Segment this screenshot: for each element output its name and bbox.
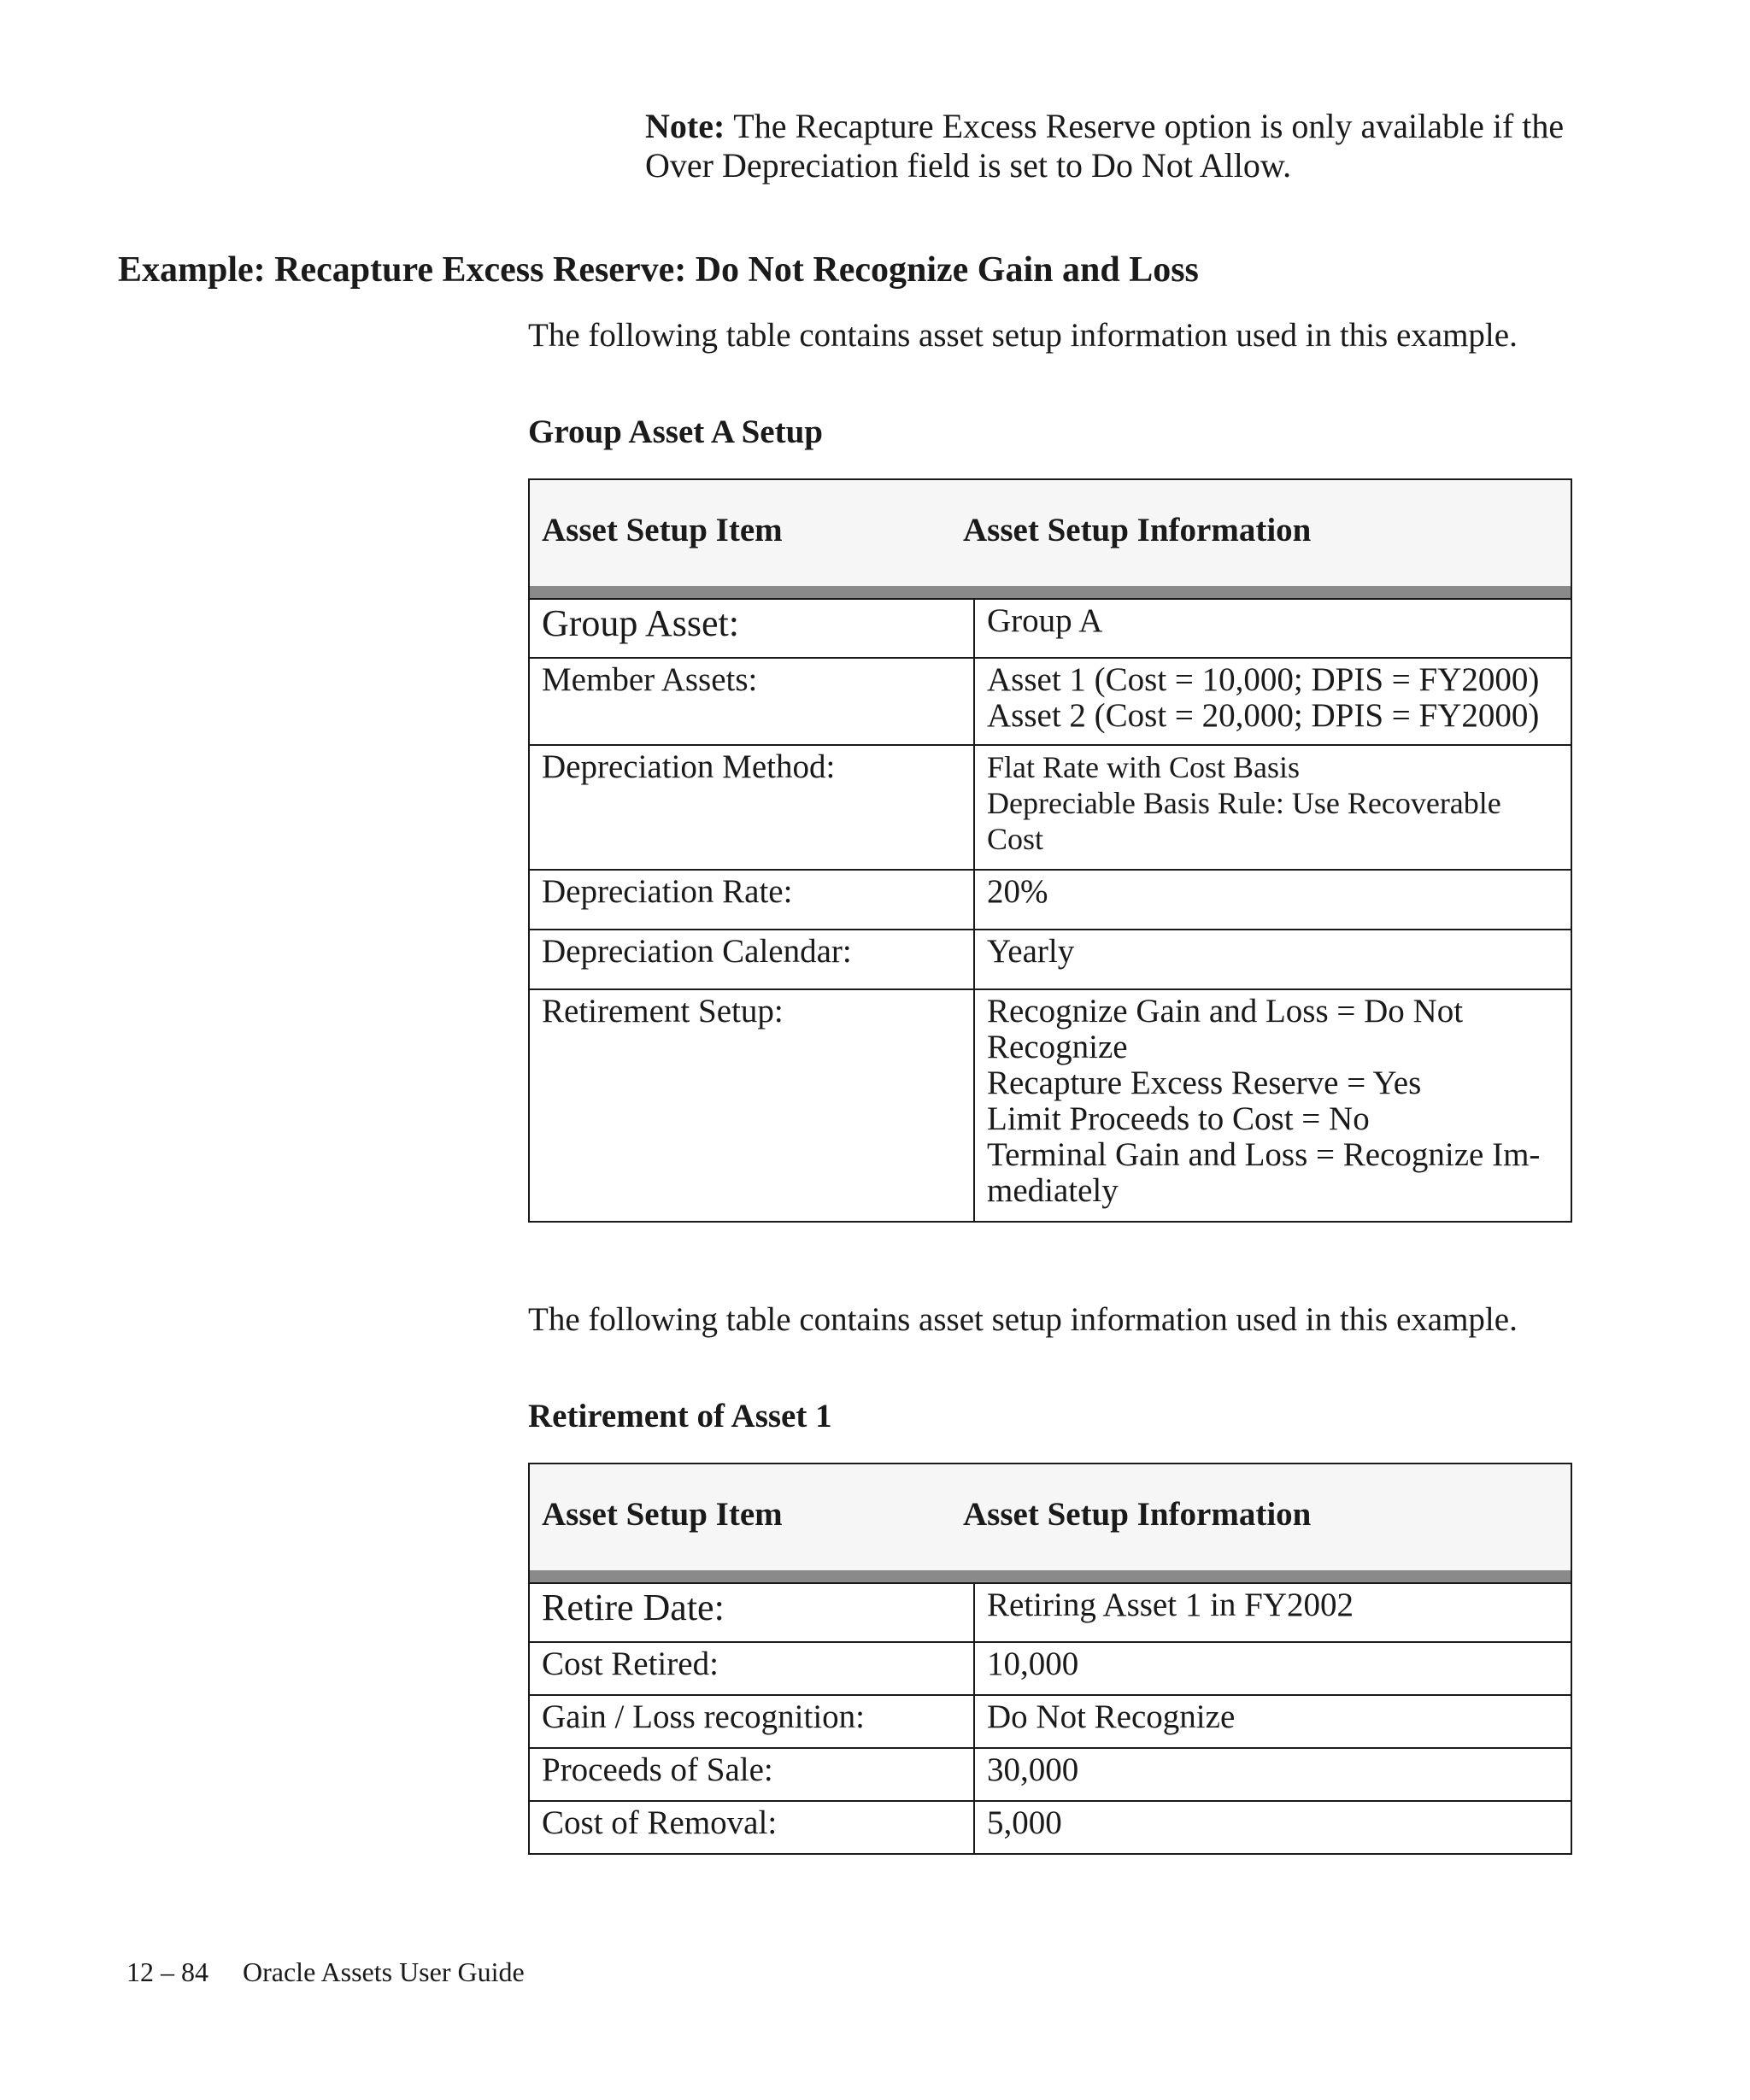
column-header-item: Asset Setup Item: [542, 512, 783, 548]
row-item: Depreciation Method:: [529, 745, 974, 870]
table-row: [529, 1801, 1571, 1854]
table-row: [529, 930, 1571, 989]
row-item: Cost Retired:: [529, 1642, 974, 1695]
row-info: Do Not Recognize: [974, 1695, 1571, 1748]
table-body: [528, 598, 1572, 1223]
intro-paragraph-2: The following table contains asset setup information used in this example.: [528, 1301, 1518, 1338]
column-header-info: Asset Setup Information: [963, 1496, 1312, 1533]
table-body: [528, 1582, 1572, 1855]
row-item: Gain / Loss recognition:: [529, 1695, 974, 1748]
row-info-line: Cost: [987, 822, 1044, 856]
table-row: [529, 599, 1571, 658]
table-caption-1: Group Asset A Setup: [528, 414, 823, 450]
group-asset-setup-table: [528, 478, 1572, 1223]
row-info: 30,000: [974, 1748, 1571, 1801]
retirement-table: [528, 1463, 1572, 1855]
row-info: [974, 599, 1571, 658]
row-info: [974, 930, 1571, 989]
row-info-line: Terminal Gain and Loss = Recognize Im-: [987, 1136, 1541, 1173]
row-info-line: 20%: [987, 873, 1048, 910]
row-info-line: Depreciable Basis Rule: Use Recoverable: [987, 786, 1501, 820]
row-info: 10,000: [974, 1642, 1571, 1695]
row-item: Depreciation Calendar:: [529, 930, 974, 989]
page-footer: [126, 1955, 525, 1989]
row-info-line: Flat Rate with Cost Basis: [987, 750, 1301, 784]
header-rule: [528, 586, 1572, 598]
table-row: [529, 870, 1571, 930]
table-row: [529, 989, 1571, 1222]
table-row: [529, 1695, 1571, 1748]
row-info-line: Asset 1 (Cost = 10,000; DPIS = FY2000): [987, 661, 1540, 698]
row-info-line: Recognize: [987, 1029, 1128, 1065]
table-header: [528, 1463, 1572, 1570]
row-info-line: Group A: [987, 602, 1103, 639]
table-row: [529, 745, 1571, 870]
row-info-line: Asset 2 (Cost = 20,000; DPIS = FY2000): [987, 697, 1540, 734]
row-info: [974, 745, 1571, 870]
row-item: Cost of Removal:: [529, 1801, 974, 1854]
row-item: Retirement Setup:: [529, 989, 974, 1222]
note: [645, 107, 1602, 185]
row-item: Proceeds of Sale:: [529, 1748, 974, 1801]
note-label: Note:: [645, 107, 725, 145]
row-info: Retiring Asset 1 in FY2002: [974, 1583, 1571, 1642]
row-item: Depreciation Rate:: [529, 870, 974, 930]
table-row: [529, 658, 1571, 745]
table-caption-2: Retirement of Asset 1: [528, 1398, 832, 1434]
row-info-line: Limit Proceeds to Cost = No: [987, 1100, 1370, 1137]
row-item: Member Assets:: [529, 658, 974, 745]
page-number: 12 – 84: [126, 1956, 208, 1987]
column-header-item: Asset Setup Item: [542, 1496, 783, 1533]
intro-paragraph-1: The following table contains asset setup information used in this example.: [528, 317, 1518, 354]
row-item: Group Asset:: [529, 599, 974, 658]
row-info: [974, 658, 1571, 745]
table-header: [528, 478, 1572, 586]
row-info-line: mediately: [987, 1172, 1119, 1209]
note-text: The Recapture Excess Reserve option is only available if the Over Depreciation field is set to Do Not Allow.: [645, 107, 1565, 185]
row-item: Retire Date:: [529, 1583, 974, 1642]
book-title: Oracle Assets User Guide: [243, 1956, 525, 1987]
header-rule: [528, 1570, 1572, 1582]
column-header-info: Asset Setup Information: [963, 512, 1312, 548]
table-row: [529, 1642, 1571, 1695]
row-info-line: Yearly: [987, 933, 1075, 970]
row-info: [974, 989, 1571, 1222]
row-info: 5,000: [974, 1801, 1571, 1854]
table-row: [529, 1583, 1571, 1642]
row-info-line: Recapture Excess Reserve = Yes: [987, 1065, 1422, 1101]
table-row: [529, 1748, 1571, 1801]
section-heading: Example: Recapture Excess Reserve: Do Not Recognize Gain and Loss: [118, 250, 1199, 290]
row-info-line: Recognize Gain and Loss = Do Not: [987, 993, 1464, 1029]
row-info: [974, 870, 1571, 930]
